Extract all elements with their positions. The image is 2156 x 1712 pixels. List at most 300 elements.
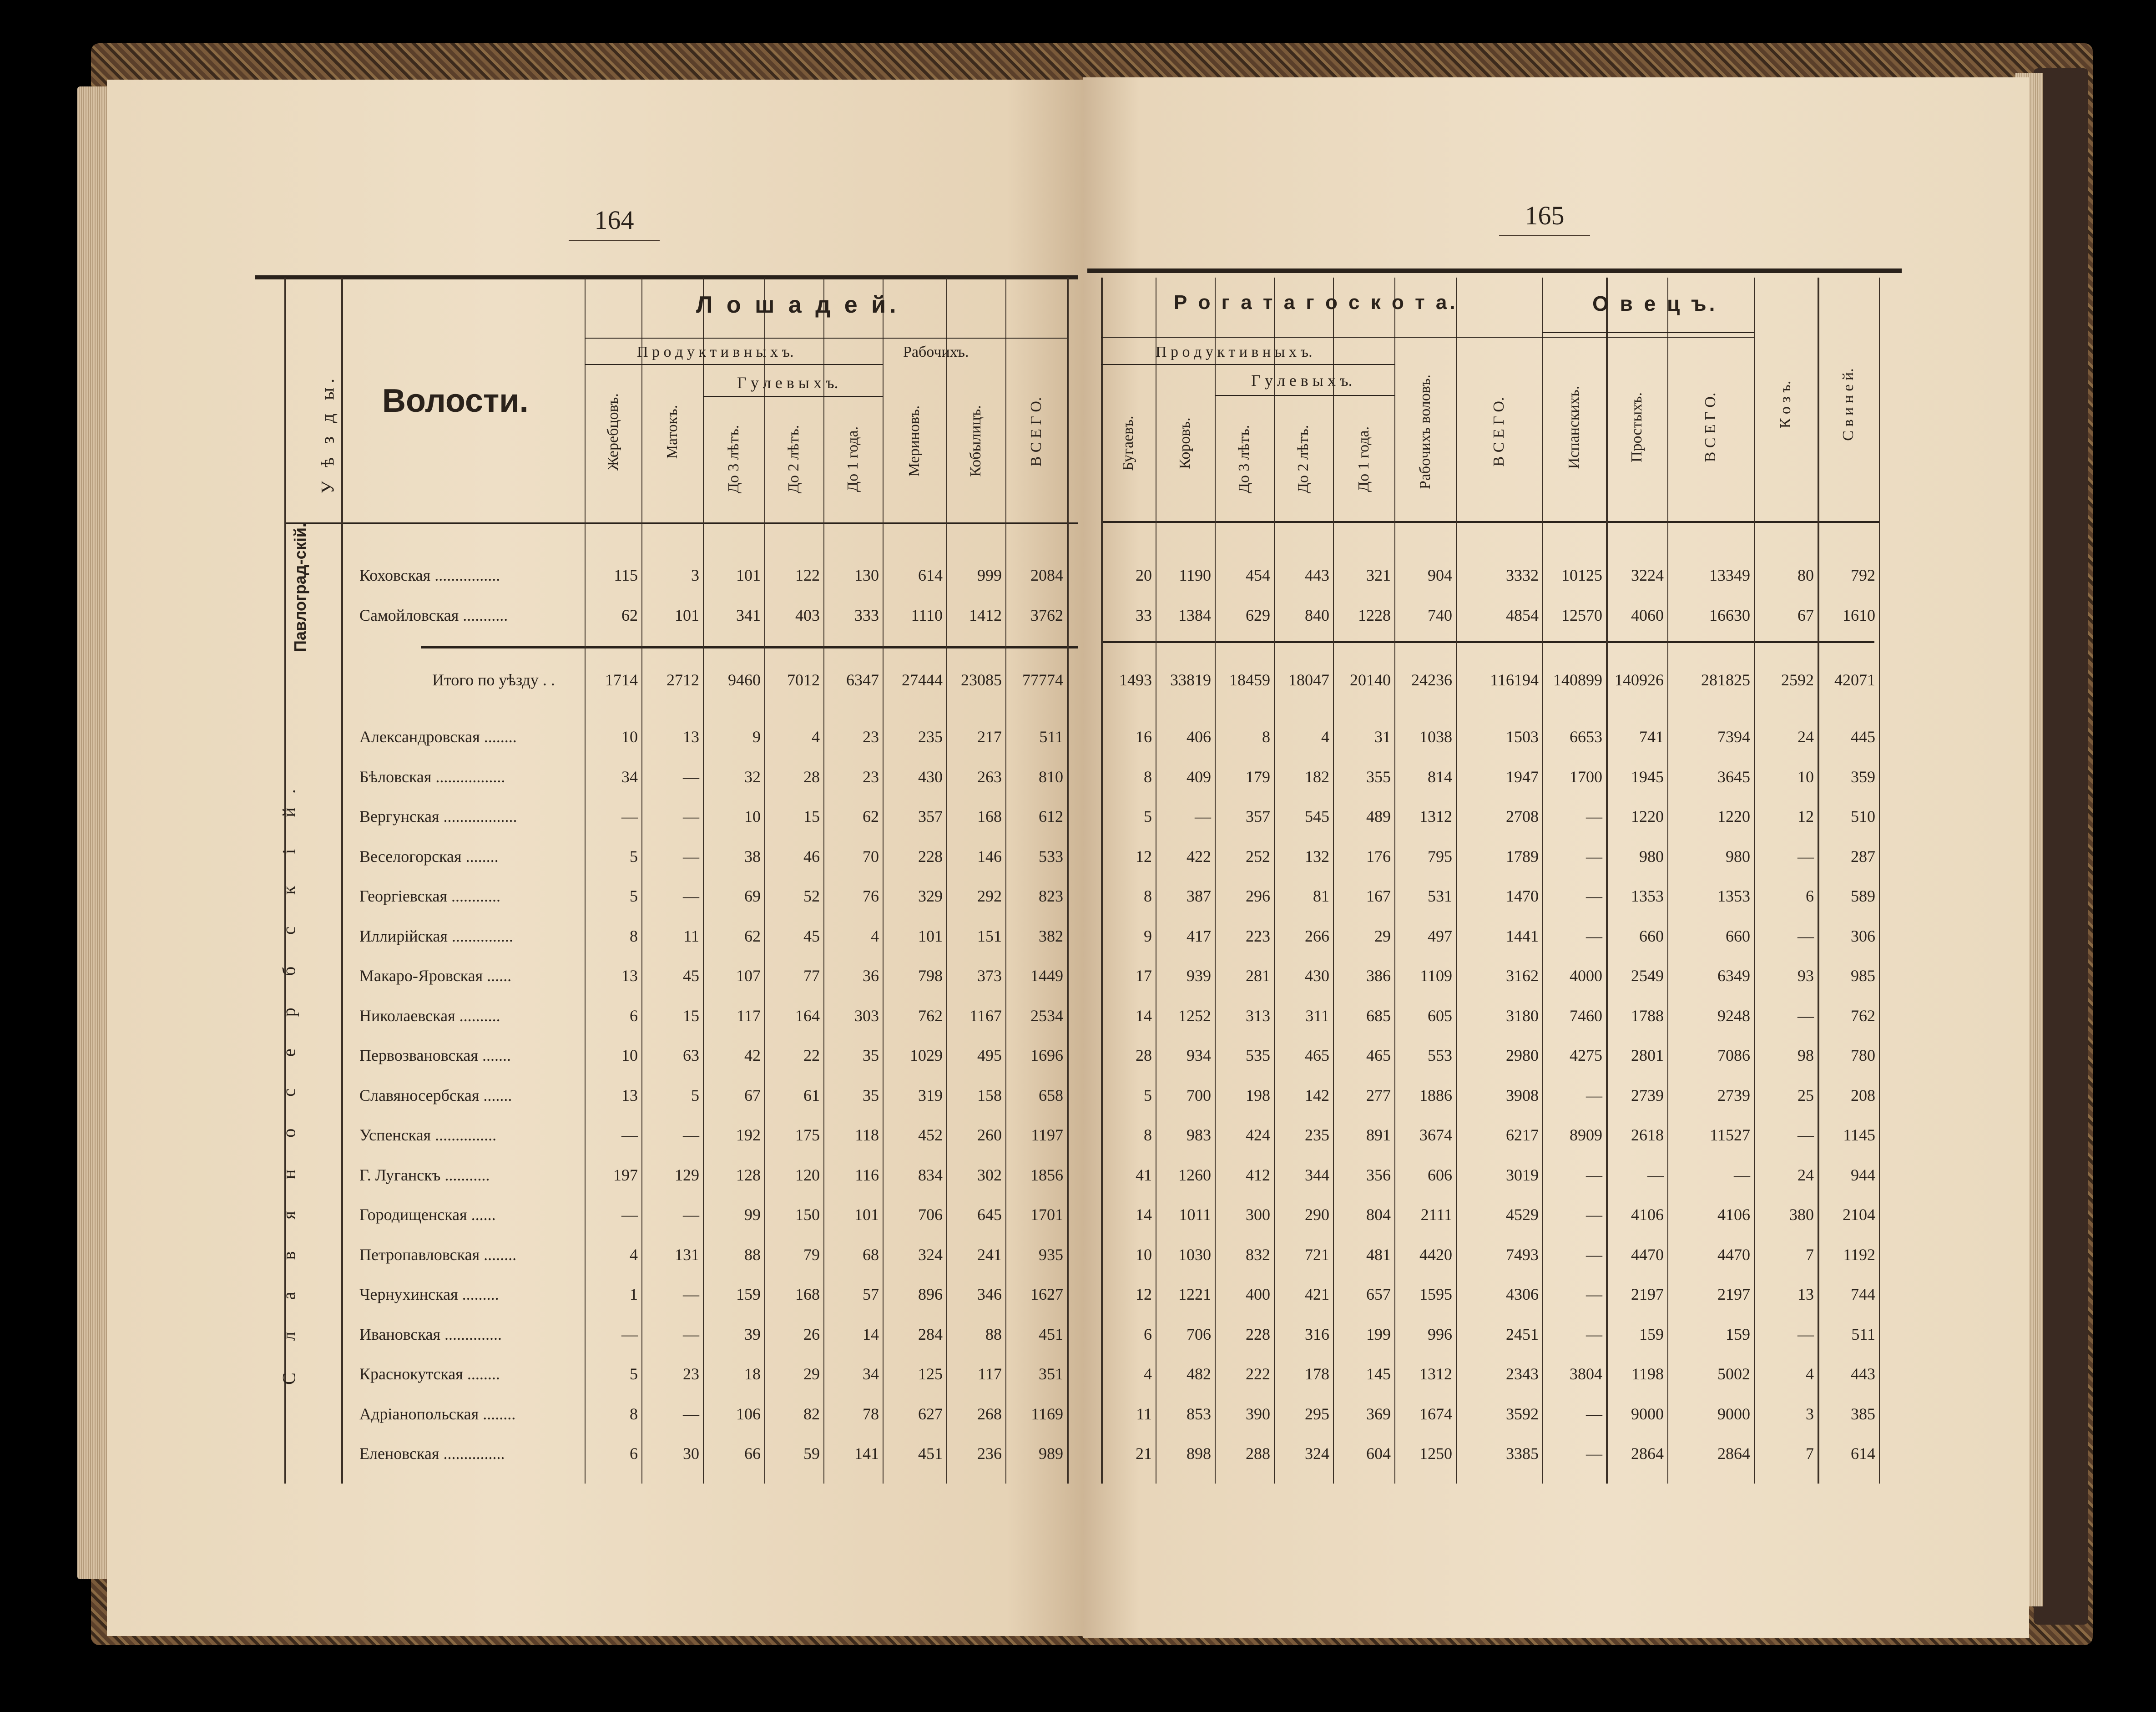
slav-row-14-cattle-5: 1595: [1419, 1285, 1452, 1303]
slav-row-14-sheep-1: 2197: [1631, 1285, 1664, 1303]
slav-row-7-sheep-0: 7460: [1570, 1006, 1602, 1025]
top-rule-right: [1087, 268, 1902, 273]
slav-row-15-horses-4: 14: [863, 1325, 879, 1343]
slav-row-15-sheep-2: 159: [1726, 1325, 1750, 1343]
slav-row-6-koz: 93: [1798, 967, 1814, 985]
total-row-cattle-4: 20140: [1350, 671, 1391, 689]
slav-row-0-horses-1: 13: [683, 728, 699, 746]
slav-row-5-sheep-2: 660: [1726, 927, 1750, 945]
pav-row-1-horses-7: 3762: [1030, 606, 1063, 624]
slav-row-17-sheep-1: 9000: [1631, 1404, 1664, 1423]
slav-row-7-cattle-6: 3180: [1506, 1006, 1539, 1025]
slav-row-14-horses-0: 1: [630, 1285, 638, 1303]
pav-row-1-sheep-2: 16630: [1709, 606, 1750, 624]
pav-row-1-horses-5: 1110: [911, 606, 943, 624]
slav-row-1-horses-1: —: [683, 767, 699, 786]
slav-row-18-horses-3: 59: [803, 1444, 820, 1463]
slav-row-17-cattle-3: 295: [1305, 1404, 1329, 1423]
slav-row-7-cattle-2: 313: [1246, 1006, 1270, 1025]
slav-row-2-horses-1: —: [683, 807, 699, 826]
slav-row-7-koz: —: [1798, 1006, 1814, 1025]
slav-row-6-horses-1: 45: [683, 967, 699, 985]
slav-row-7-cattle-1: 1252: [1178, 1006, 1211, 1025]
pav-row-1-horses-2: 341: [736, 606, 761, 624]
slav-row-17-sheep-0: —: [1586, 1404, 1602, 1423]
slav-row-8-sheep-2: 7086: [1717, 1046, 1750, 1064]
slav-row-4-sheep-2: 1353: [1717, 887, 1750, 905]
header-produktivnykh-cattle: П р о д у к т и в н ы х ъ.: [1156, 344, 1313, 360]
total-row-horses-4: 6347: [846, 671, 879, 689]
slav-row-15-name: Ивановская ..............: [359, 1325, 502, 1343]
slav-row-4-cattle-5: 531: [1428, 887, 1452, 905]
top-rule-left: [255, 275, 1078, 279]
slav-row-18-cattle-0: 21: [1136, 1444, 1152, 1463]
slav-row-10-sheep-2: 11527: [1710, 1126, 1750, 1144]
total-row-koz: 2592: [1781, 671, 1814, 689]
slav-row-6-horses-3: 77: [803, 967, 820, 985]
slav-row-4-cattle-4: 167: [1366, 887, 1391, 905]
slav-row-4-svin: 589: [1851, 887, 1875, 905]
slav-row-5-sheep-0: —: [1586, 927, 1602, 945]
slav-row-14-koz: 13: [1798, 1285, 1814, 1303]
slav-row-18-horses-5: 451: [918, 1444, 943, 1463]
slav-row-16-cattle-0: 4: [1144, 1365, 1152, 1383]
slav-row-9-cattle-6: 3908: [1506, 1086, 1539, 1104]
slav-row-2-sheep-1: 1220: [1631, 807, 1664, 826]
slav-row-17-cattle-1: 853: [1187, 1404, 1211, 1423]
slav-row-10-cattle-3: 235: [1305, 1126, 1329, 1144]
slav-row-4-horses-4: 76: [863, 887, 879, 905]
slav-row-11-sheep-0: —: [1586, 1165, 1602, 1184]
slav-row-11-horses-5: 834: [918, 1165, 943, 1184]
slav-row-7-horses-2: 117: [737, 1006, 761, 1025]
slav-row-9-horses-3: 61: [803, 1086, 820, 1104]
slav-row-0-horses-2: 9: [752, 728, 761, 746]
pav-row-0-cattle-6: 3332: [1506, 566, 1539, 584]
col-header-sheep-2: В С Е Г О.: [1702, 392, 1719, 462]
slav-row-17-koz: 3: [1806, 1404, 1814, 1423]
slav-row-11-cattle-2: 412: [1246, 1165, 1270, 1184]
slav-row-9-cattle-5: 1886: [1419, 1086, 1452, 1104]
slav-row-15-horses-5: 284: [918, 1325, 943, 1343]
slav-row-12-cattle-5: 2111: [1420, 1205, 1452, 1224]
slav-row-13-cattle-6: 7493: [1506, 1245, 1539, 1264]
slav-row-9-koz: 25: [1798, 1086, 1814, 1104]
slav-row-14-sheep-0: —: [1586, 1285, 1602, 1303]
pav-row-0-cattle-5: 904: [1428, 566, 1452, 584]
slav-row-1-cattle-5: 814: [1428, 767, 1452, 786]
slav-row-10-horses-7: 1197: [1031, 1126, 1063, 1144]
slav-row-9-sheep-1: 2739: [1631, 1086, 1664, 1104]
rule-gul-horses: [703, 396, 883, 397]
slav-row-16-horses-3: 29: [803, 1365, 820, 1383]
slav-row-11-cattle-1: 1260: [1178, 1165, 1211, 1184]
slav-row-1-horses-5: 430: [918, 767, 943, 786]
slav-row-12-horses-7: 1701: [1030, 1205, 1063, 1224]
slav-row-5-horses-0: 8: [630, 927, 638, 945]
slav-row-2-cattle-2: 357: [1246, 807, 1270, 826]
slav-row-16-sheep-2: 5002: [1717, 1365, 1750, 1383]
total-row-cattle-6: 116194: [1490, 671, 1539, 689]
slav-row-11-cattle-0: 41: [1136, 1165, 1152, 1184]
slav-row-6-sheep-2: 6349: [1717, 967, 1750, 985]
slav-row-13-horses-4: 68: [863, 1245, 879, 1264]
slav-row-18-svin: 614: [1851, 1444, 1875, 1463]
total-row-sheep-0: 140899: [1553, 671, 1602, 689]
slav-row-10-sheep-1: 2618: [1631, 1126, 1664, 1144]
slav-row-3-cattle-3: 132: [1305, 847, 1329, 866]
slav-row-2-cattle-6: 2708: [1506, 807, 1539, 826]
slav-row-0-sheep-1: 741: [1639, 728, 1664, 746]
slav-row-7-sheep-1: 1788: [1631, 1006, 1664, 1025]
slav-row-5-cattle-1: 417: [1187, 927, 1211, 945]
col-header-horses-2: До 3 лѣтъ.: [725, 425, 742, 494]
group-slavyanoserb: С л а в я н о с е р б с к і й.: [278, 775, 299, 1385]
rule-sub-horses: [585, 338, 1067, 339]
slav-row-3-cattle-1: 422: [1187, 847, 1211, 866]
pav-row-0-horses-3: 122: [795, 566, 820, 584]
slav-row-18-cattle-4: 604: [1366, 1444, 1391, 1463]
slav-row-14-cattle-2: 400: [1246, 1285, 1270, 1303]
slav-row-7-cattle-4: 685: [1366, 1006, 1391, 1025]
slav-row-18-cattle-1: 898: [1187, 1444, 1211, 1463]
slav-row-17-cattle-5: 1674: [1419, 1404, 1452, 1423]
total-row-horses-6: 23085: [961, 671, 1002, 689]
slav-row-0-cattle-2: 8: [1262, 728, 1270, 746]
slav-row-12-sheep-2: 4106: [1717, 1205, 1750, 1224]
slav-row-10-cattle-6: 6217: [1506, 1126, 1539, 1144]
slav-row-8-horses-6: 495: [977, 1046, 1002, 1064]
slav-row-6-horses-7: 1449: [1030, 967, 1063, 985]
slav-row-18-horses-4: 141: [854, 1444, 879, 1463]
pav-row-1-horses-4: 333: [854, 606, 879, 624]
slav-row-16-cattle-5: 1312: [1419, 1365, 1452, 1383]
col-header-cattle-6: В С Е Г О.: [1490, 397, 1507, 467]
slav-row-9-horses-6: 158: [977, 1086, 1002, 1104]
slav-row-8-cattle-0: 28: [1136, 1046, 1152, 1064]
slav-row-0-sheep-0: 6653: [1570, 728, 1602, 746]
slav-row-18-name: Еленовская ...............: [359, 1444, 505, 1463]
total-row-horses-2: 9460: [728, 671, 761, 689]
col-header-horses-6: Кобылицъ.: [967, 405, 984, 477]
slav-row-13-cattle-4: 481: [1366, 1245, 1391, 1264]
slav-row-8-cattle-6: 2980: [1506, 1046, 1539, 1064]
slav-row-11-sheep-2: —: [1734, 1165, 1750, 1184]
slav-row-12-horses-4: 101: [854, 1205, 879, 1224]
slav-row-8-horses-3: 22: [803, 1046, 820, 1064]
slav-row-2-cattle-4: 489: [1366, 807, 1391, 826]
slav-row-4-horses-1: —: [683, 887, 699, 905]
rule-gul-cattle: [1215, 395, 1394, 396]
slav-row-11-koz: 24: [1798, 1165, 1814, 1184]
slav-row-15-horses-3: 26: [803, 1325, 820, 1343]
slav-row-14-horses-6: 346: [977, 1285, 1002, 1303]
slav-row-0-name: Александровская ........: [359, 728, 517, 746]
slav-row-5-horses-1: 11: [683, 927, 699, 945]
slav-row-17-horses-3: 82: [803, 1404, 820, 1423]
slav-row-3-horses-1: —: [683, 847, 699, 866]
slav-row-12-svin: 2104: [1843, 1205, 1875, 1224]
col-header-cattle-1: Коровъ.: [1176, 417, 1193, 469]
slav-row-16-horses-1: 23: [683, 1365, 699, 1383]
slav-row-1-horses-2: 32: [744, 767, 761, 786]
slav-row-4-horses-0: 5: [630, 887, 638, 905]
slav-row-13-horses-6: 241: [977, 1245, 1002, 1264]
slav-row-0-horses-4: 23: [863, 728, 879, 746]
slav-row-11-horses-2: 128: [736, 1165, 761, 1184]
slav-row-7-horses-5: 762: [918, 1006, 943, 1025]
slav-row-17-horses-5: 627: [918, 1404, 943, 1423]
slav-row-3-sheep-1: 980: [1639, 847, 1664, 866]
slav-row-6-horses-0: 13: [621, 967, 638, 985]
slav-row-14-cattle-1: 1221: [1178, 1285, 1211, 1303]
slav-row-0-cattle-1: 406: [1187, 728, 1211, 746]
pav-row-1-sheep-1: 4060: [1631, 606, 1664, 624]
slav-row-0-svin: 445: [1851, 728, 1875, 746]
slav-row-5-cattle-4: 29: [1374, 927, 1391, 945]
slav-row-12-sheep-0: —: [1586, 1205, 1602, 1224]
slav-row-1-sheep-2: 3645: [1717, 767, 1750, 786]
slav-row-0-sheep-2: 7394: [1717, 728, 1750, 746]
slav-row-3-cattle-4: 176: [1366, 847, 1391, 866]
slav-row-12-sheep-1: 4106: [1631, 1205, 1664, 1224]
slav-row-7-name: Николаевская ..........: [359, 1006, 500, 1025]
col-header-cattle-3: До 2 лѣтъ.: [1295, 425, 1312, 494]
rule-sub-cattle: [1101, 337, 1754, 338]
slav-row-10-koz: —: [1798, 1126, 1814, 1144]
rule-sub-sheep: [1542, 332, 1754, 333]
slav-row-6-horses-6: 373: [977, 967, 1002, 985]
slav-row-1-horses-6: 263: [977, 767, 1002, 786]
slav-row-12-horses-0: —: [621, 1205, 638, 1224]
slav-row-13-cattle-0: 10: [1136, 1245, 1152, 1264]
slav-row-14-horses-7: 1627: [1030, 1285, 1063, 1303]
header-volosti: Волости.: [382, 383, 529, 419]
slav-row-3-horses-2: 38: [744, 847, 761, 866]
slav-row-17-horses-7: 1169: [1031, 1404, 1063, 1423]
slav-row-10-horses-1: —: [683, 1126, 699, 1144]
slav-row-7-cattle-3: 311: [1305, 1006, 1329, 1025]
pav-row-0-svin: 792: [1851, 566, 1875, 584]
slav-row-10-horses-5: 452: [918, 1126, 943, 1144]
slav-row-11-cattle-4: 356: [1366, 1165, 1391, 1184]
col-header-horses-1: Матокъ.: [663, 405, 681, 459]
slav-row-1-horses-7: 810: [1039, 767, 1063, 786]
pav-row-0-cattle-3: 443: [1305, 566, 1329, 584]
slav-row-13-horses-3: 79: [803, 1245, 820, 1264]
slav-row-14-cattle-3: 421: [1305, 1285, 1329, 1303]
slav-row-1-horses-4: 23: [863, 767, 879, 786]
slav-row-15-horses-7: 451: [1039, 1325, 1063, 1343]
pav-row-1-horses-1: 101: [675, 606, 699, 624]
total-row-cattle-2: 18459: [1229, 671, 1270, 689]
slav-row-0-horses-3: 4: [812, 728, 820, 746]
slav-row-17-sheep-2: 9000: [1717, 1404, 1750, 1423]
slav-row-16-sheep-0: 3804: [1570, 1365, 1602, 1383]
slav-row-3-horses-3: 46: [803, 847, 820, 866]
slav-row-15-cattle-6: 2451: [1506, 1325, 1539, 1343]
total-row-cattle-1: 33819: [1170, 671, 1211, 689]
slav-row-16-horses-0: 5: [630, 1365, 638, 1383]
slav-row-8-cattle-2: 535: [1246, 1046, 1270, 1064]
slav-row-3-horses-7: 533: [1039, 847, 1063, 866]
pav-row-1-horses-3: 403: [795, 606, 820, 624]
slav-row-13-cattle-3: 721: [1305, 1245, 1329, 1264]
slav-row-0-cattle-4: 31: [1374, 728, 1391, 746]
slav-row-5-horses-4: 4: [871, 927, 879, 945]
slav-row-6-horses-2: 107: [736, 967, 761, 985]
slav-row-9-horses-2: 67: [744, 1086, 761, 1104]
col-header-horses-3: До 2 лѣтъ.: [785, 425, 802, 494]
pav-row-1-name: Самойловская ...........: [359, 606, 508, 624]
slav-row-14-horses-5: 896: [918, 1285, 943, 1303]
slav-row-3-cattle-0: 12: [1136, 847, 1152, 866]
pav-row-1-cattle-1: 1384: [1178, 606, 1211, 624]
slav-row-16-horses-5: 125: [918, 1365, 943, 1383]
slav-row-16-horses-2: 18: [744, 1365, 761, 1383]
total-row-cattle-3: 18047: [1288, 671, 1329, 689]
slav-row-11-horses-7: 1856: [1030, 1165, 1063, 1184]
rule-sub-cattle2: [1101, 364, 1394, 365]
slav-row-11-horses-0: 197: [613, 1165, 638, 1184]
slav-row-17-cattle-4: 369: [1366, 1404, 1391, 1423]
slav-row-6-horses-4: 36: [863, 967, 879, 985]
total-row-sheep-2: 281825: [1701, 671, 1750, 689]
col-header-sheep-0: Испанскихъ.: [1565, 385, 1582, 469]
slav-row-6-svin: 985: [1851, 967, 1875, 985]
slav-row-17-horses-2: 106: [736, 1404, 761, 1423]
pav-row-1-sheep-0: 12570: [1561, 606, 1602, 624]
slav-row-1-sheep-1: 1945: [1631, 767, 1664, 786]
slav-row-12-horses-5: 706: [918, 1205, 943, 1224]
slav-row-16-svin: 443: [1851, 1365, 1875, 1383]
slav-row-4-koz: 6: [1806, 887, 1814, 905]
slav-row-13-horses-7: 935: [1039, 1245, 1063, 1264]
slav-row-14-horses-3: 168: [795, 1285, 820, 1303]
total-row-cattle-5: 24236: [1411, 671, 1452, 689]
slav-row-10-horses-2: 192: [736, 1126, 761, 1144]
slav-row-2-horses-0: —: [621, 807, 638, 826]
slav-row-6-cattle-3: 430: [1305, 967, 1329, 985]
pav-row-1-cattle-6: 4854: [1506, 606, 1539, 624]
slav-row-18-horses-0: 6: [630, 1444, 638, 1463]
slav-row-4-horses-7: 823: [1039, 887, 1063, 905]
slav-row-11-horses-1: 129: [675, 1165, 699, 1184]
col-header-horses-4: До 1 года.: [844, 426, 861, 492]
slav-row-3-sheep-0: —: [1586, 847, 1602, 866]
slav-row-9-horses-1: 5: [691, 1086, 699, 1104]
slav-row-10-horses-3: 175: [795, 1126, 820, 1144]
slav-row-13-cattle-5: 4420: [1419, 1245, 1452, 1264]
slav-row-3-horses-5: 228: [918, 847, 943, 866]
col-header-cattle-4: До 1 года.: [1355, 426, 1372, 492]
slav-row-2-sheep-0: —: [1586, 807, 1602, 826]
col-header-cattle-0: Бугаевъ.: [1120, 415, 1136, 471]
slav-row-12-cattle-6: 4529: [1506, 1205, 1539, 1224]
slav-row-17-cattle-0: 11: [1136, 1404, 1152, 1423]
slav-row-14-svin: 744: [1851, 1285, 1875, 1303]
slav-row-12-horses-1: —: [683, 1205, 699, 1224]
pav-row-0-horses-6: 999: [977, 566, 1002, 584]
pav-row-1-cattle-0: 33: [1136, 606, 1152, 624]
col-header-horses-0: Жеребцовъ.: [604, 393, 621, 471]
slav-row-8-sheep-0: 4275: [1570, 1046, 1602, 1064]
slav-row-10-horses-6: 260: [977, 1126, 1002, 1144]
slav-row-14-horses-2: 159: [736, 1285, 761, 1303]
slav-row-13-horses-2: 88: [744, 1245, 761, 1264]
slav-row-6-name: Макаро-Яровская ......: [359, 967, 512, 985]
slav-row-11-cattle-5: 606: [1428, 1165, 1452, 1184]
pav-row-0-horses-2: 101: [736, 566, 761, 584]
slav-row-18-sheep-0: —: [1586, 1444, 1602, 1463]
slav-row-7-horses-6: 1167: [969, 1006, 1002, 1025]
slav-row-4-cattle-6: 1470: [1506, 887, 1539, 905]
pav-row-0-sheep-2: 13349: [1709, 566, 1750, 584]
col-line-left-1: [341, 278, 343, 1484]
slav-row-15-koz: —: [1798, 1325, 1814, 1343]
slav-row-5-horses-2: 62: [744, 927, 761, 945]
slav-row-1-cattle-1: 409: [1187, 767, 1211, 786]
slav-row-15-cattle-4: 199: [1366, 1325, 1391, 1343]
group-pavlograd: Павлоград-скій.: [291, 523, 309, 652]
slav-row-13-horses-0: 4: [630, 1245, 638, 1264]
slav-row-14-horses-1: —: [683, 1285, 699, 1303]
slav-row-10-cattle-5: 3674: [1419, 1126, 1452, 1144]
col-header-horses-5: Мериновъ.: [906, 405, 923, 477]
slav-row-8-horses-2: 42: [744, 1046, 761, 1064]
total-row-horses-3: 7012: [787, 671, 820, 689]
header-uezdy: У ѣ з д ы.: [317, 374, 338, 494]
slav-row-9-cattle-0: 5: [1144, 1086, 1152, 1104]
slav-row-10-horses-4: 118: [855, 1126, 879, 1144]
header-rabochikh-horses: Рабочихъ.: [903, 344, 969, 360]
slav-row-3-cattle-5: 795: [1428, 847, 1452, 866]
col-header-sviney: С в и н е й.: [1839, 368, 1857, 441]
slav-row-5-svin: 306: [1851, 927, 1875, 945]
slav-row-18-cattle-3: 324: [1305, 1444, 1329, 1463]
slav-row-3-horses-4: 70: [863, 847, 879, 866]
slav-row-8-horses-4: 35: [863, 1046, 879, 1064]
slav-row-4-cattle-0: 8: [1144, 887, 1152, 905]
slav-row-16-horses-6: 117: [978, 1365, 1002, 1383]
slav-row-6-sheep-1: 2549: [1631, 967, 1664, 985]
slav-row-3-cattle-2: 252: [1246, 847, 1270, 866]
slav-row-13-name: Петропавловская ........: [359, 1245, 517, 1264]
col-header-horses-7: В С Е Г О.: [1027, 397, 1045, 467]
pav-row-0-horses-4: 130: [854, 566, 879, 584]
page-number-left: 164: [560, 205, 669, 241]
pav-row-0-sheep-1: 3224: [1631, 566, 1664, 584]
page-number-right: 165: [1490, 200, 1599, 236]
slav-row-11-sheep-1: —: [1647, 1165, 1664, 1184]
slav-row-6-cattle-6: 3162: [1506, 967, 1539, 985]
slav-row-0-horses-5: 235: [918, 728, 943, 746]
col-line-left-10: [1067, 278, 1069, 1484]
slav-row-16-koz: 4: [1806, 1365, 1814, 1383]
slav-row-9-horses-4: 35: [863, 1086, 879, 1104]
slav-row-13-sheep-0: —: [1586, 1245, 1602, 1264]
slav-row-17-svin: 385: [1851, 1404, 1875, 1423]
slav-row-8-cattle-1: 934: [1187, 1046, 1211, 1064]
slav-row-9-horses-7: 658: [1039, 1086, 1063, 1104]
slav-row-10-svin: 1145: [1843, 1126, 1875, 1144]
slav-row-13-svin: 1192: [1843, 1245, 1875, 1264]
slav-row-13-cattle-2: 832: [1246, 1245, 1270, 1264]
slav-row-10-cattle-4: 891: [1366, 1126, 1391, 1144]
slav-row-8-name: Первозвановская .......: [359, 1046, 511, 1064]
slav-row-8-cattle-4: 465: [1366, 1046, 1391, 1064]
slav-row-5-cattle-2: 223: [1246, 927, 1270, 945]
